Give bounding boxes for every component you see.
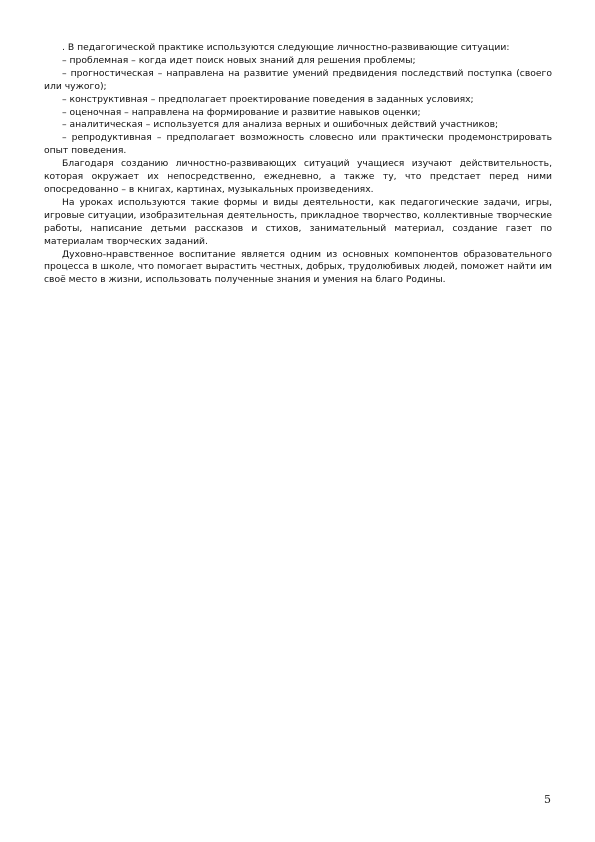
body-paragraph: Духовно-нравственное воспитание является одним из основных компонентов образовательного процесса в школе, что помогает вырастить честных, добрых, трудолюбивых людей, поможет найти им своё место в жизни, использовать полученные знания и умения на благо Родины. bbox=[44, 248, 552, 286]
intro-paragraph: . В педагогической практике используются следующие личностно-развивающие ситуации: bbox=[62, 42, 510, 53]
list-item: – оценочная – направлена на формирование и развитие навыков оценки; bbox=[62, 106, 421, 118]
situations-list bbox=[44, 55, 552, 158]
body-paragraph: Благодаря созданию личностно-развивающих ситуаций учащиеся изучают действительность, которая окружает их непосредственно, ежедневно, а также ту, что предстает перед ними опосредованно – в книгах, картинах, музыкальных произведениях. bbox=[44, 158, 552, 195]
list-item: – проблемная – когда идет поиск новых знаний для решения проблемы; bbox=[62, 54, 416, 66]
list-item: – аналитическая – используется для анализа верных и ошибочных действий участников; bbox=[62, 119, 499, 131]
document-body bbox=[44, 42, 552, 287]
body-paragraph: На уроках используются такие формы и виды деятельности, как педагогические задачи, игры, игровые ситуации, изобразительная деятельность, прикладное творчество, коллективные творческие работы, написание детьми рассказов и стихов, занимательный материал, создание газет по материалам творческих заданий. bbox=[44, 196, 552, 247]
list-item: – репродуктивная – предполагает возможность словесно или практически продемонстрировать опыт поведения. bbox=[44, 132, 552, 157]
list-item: – конструктивная – предполагает проектирование поведения в заданных условиях; bbox=[62, 93, 474, 105]
list-item: – прогностическая – направлена на развитие умений предвидения последствий поступка (своего или чужого); bbox=[44, 67, 552, 92]
page-number: 5 bbox=[544, 793, 551, 806]
